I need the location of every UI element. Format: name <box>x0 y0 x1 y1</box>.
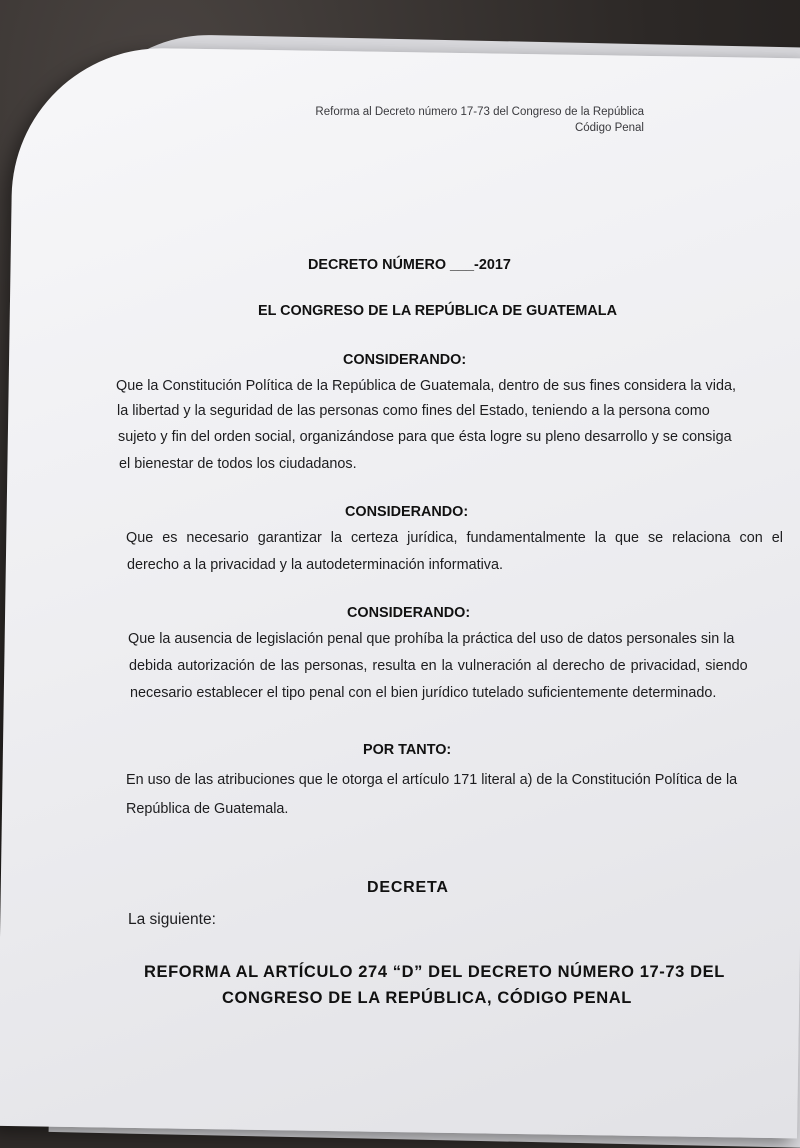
considerando-2-heading: CONSIDERANDO: <box>345 504 469 520</box>
considerando-1-heading: CONSIDERANDO: <box>343 352 467 368</box>
congress-heading: EL CONGRESO DE LA REPÚBLICA DE GUATEMALA <box>258 303 617 319</box>
considerando-1-line-1: Que la Constitución Política de la República de Guatemala, dentro de sus fines considera la vida, <box>116 378 736 394</box>
header-code-name: Código Penal <box>574 122 644 134</box>
reform-title-line-1: REFORMA AL ARTÍCULO 274 “D” DEL DECRETO NÚMERO 17-73 DEL <box>144 963 725 981</box>
considerando-3-heading: CONSIDERANDO: <box>347 605 471 621</box>
considerando-3-line-2: debida autorización de las personas, resulta en la vulneración al derecho de privacidad, siendo <box>129 658 748 674</box>
considerando-2-line-2: derecho a la privacidad y la autodeterminación informativa. <box>127 557 503 573</box>
por-tanto-heading: POR TANTO: <box>363 742 452 758</box>
por-tanto-line-2: República de Guatemala. <box>126 801 289 817</box>
considerando-1-line-2: la libertad y la seguridad de las personas como fines del Estado, teniendo a la persona como <box>117 403 710 419</box>
considerando-2-line-1: Que es necesario garantizar la certeza jurídica, fundamentalmente la que se relaciona con el <box>126 530 783 546</box>
la-siguiente-label: La siguiente: <box>128 911 216 928</box>
considerando-1-line-3: sujeto y fin del orden social, organizándose para que ésta logre su pleno desarrollo y se consiga <box>118 429 732 445</box>
reform-title-line-2: CONGRESO DE LA REPÚBLICA, CÓDIGO PENAL <box>222 989 632 1007</box>
header-reform-reference: Reforma al Decreto número 17-73 del Congreso de la República <box>315 106 644 118</box>
considerando-1-line-4: el bienestar de todos los ciudadanos. <box>119 456 357 472</box>
decree-number: DECRETO NÚMERO ___-2017 <box>308 257 511 273</box>
considerando-3-line-3: necesario establecer el tipo penal con el bien jurídico tutelado suficientemente determinado. <box>130 685 717 701</box>
document-header <box>300 104 644 136</box>
por-tanto-line-1: En uso de las atribuciones que le otorga el artículo 171 literal a) de la Constitución Política de la <box>126 772 738 788</box>
decreta-heading: DECRETA <box>367 879 449 896</box>
considerando-3-line-1: Que la ausencia de legislación penal que prohíba la práctica del uso de datos personales sin la <box>128 631 735 647</box>
